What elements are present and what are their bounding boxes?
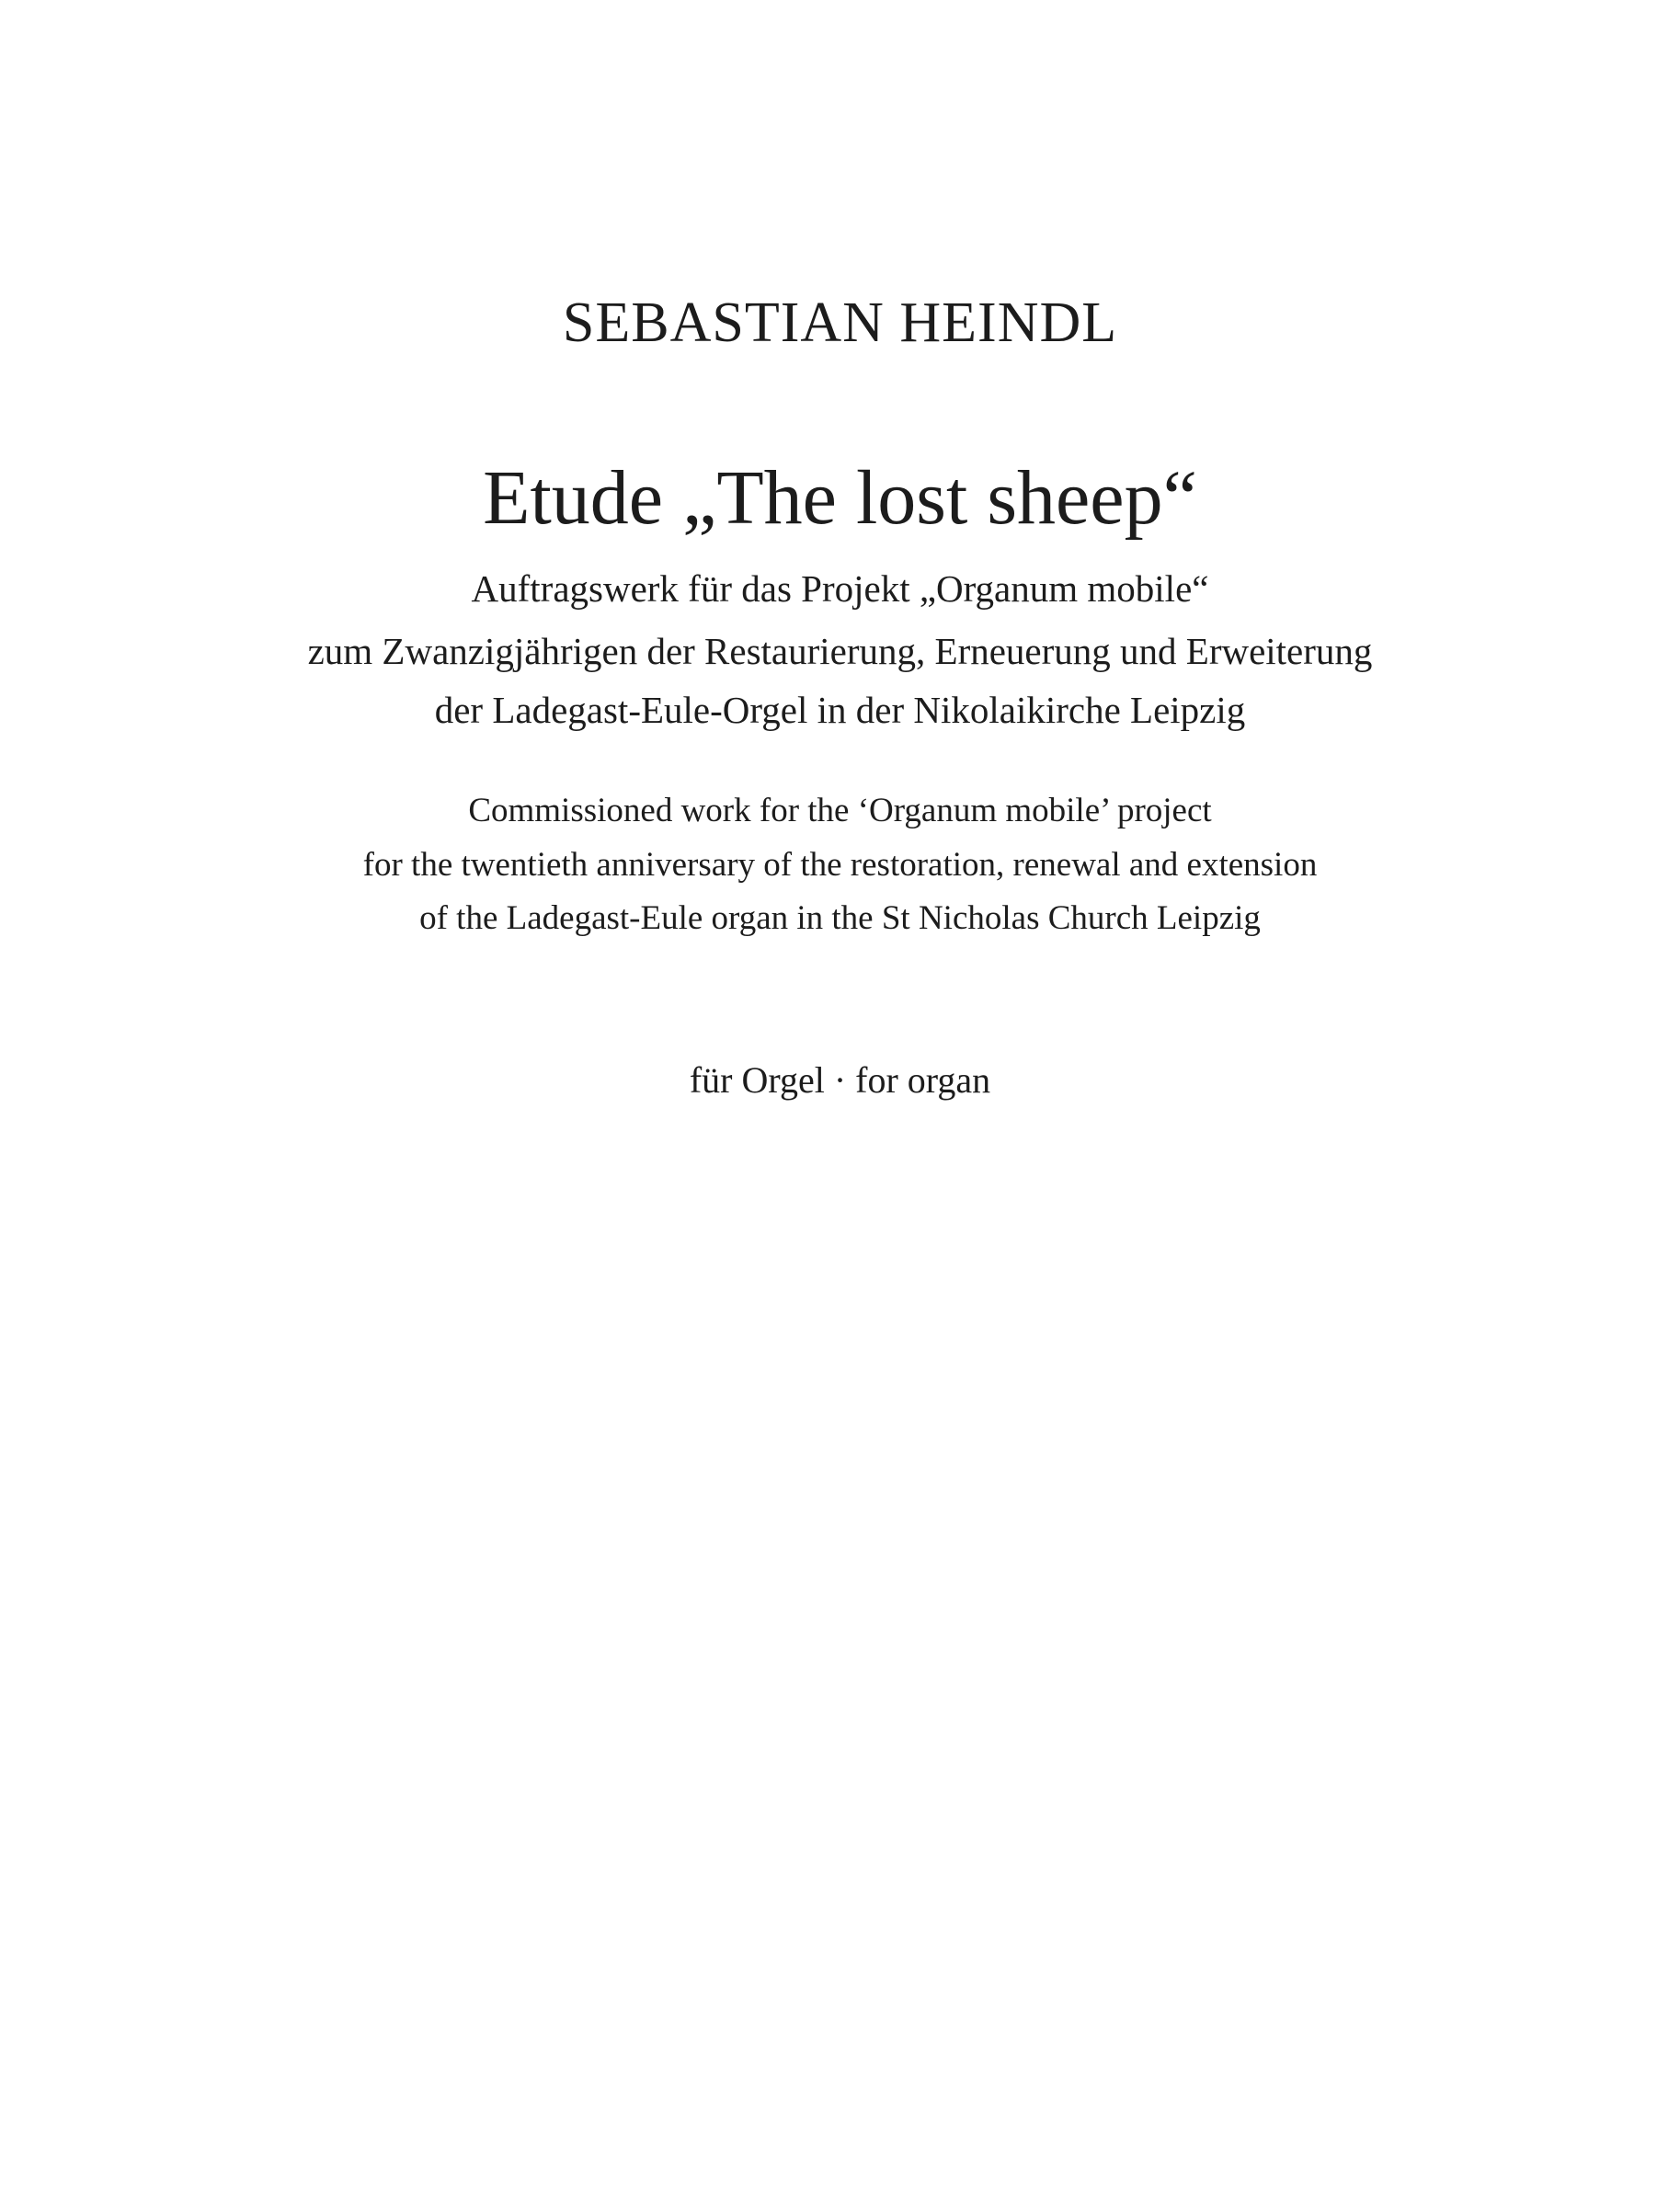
dedication-de-line-3: der Ladegast-Eule-Orgel in der Nikolaikirche Leipzig [434,689,1246,731]
dedication-en-line-1: Commissioned work for the ‘Organum mobile’ project [468,792,1212,829]
work-title: Etude „The lost sheep“ [483,455,1197,541]
composer-name: SEBASTIAN HEINDL [562,291,1118,354]
dedication-de-line-2: zum Zwanzigjährigen der Restaurierung, Erneuerung und Erweiterung [307,630,1373,672]
dedication-en-line-3: of the Ladegast-Eule organ in the St Nicholas Church Leipzig [419,899,1261,937]
instrumentation: für Orgel · for organ [689,1059,991,1101]
dedication-en-line-2: for the twentieth anniversary of the restoration, renewal and extension [362,846,1318,884]
dedication-de-line-1: Auftragswerk für das Projekt „Organum mobile“ [471,567,1209,610]
